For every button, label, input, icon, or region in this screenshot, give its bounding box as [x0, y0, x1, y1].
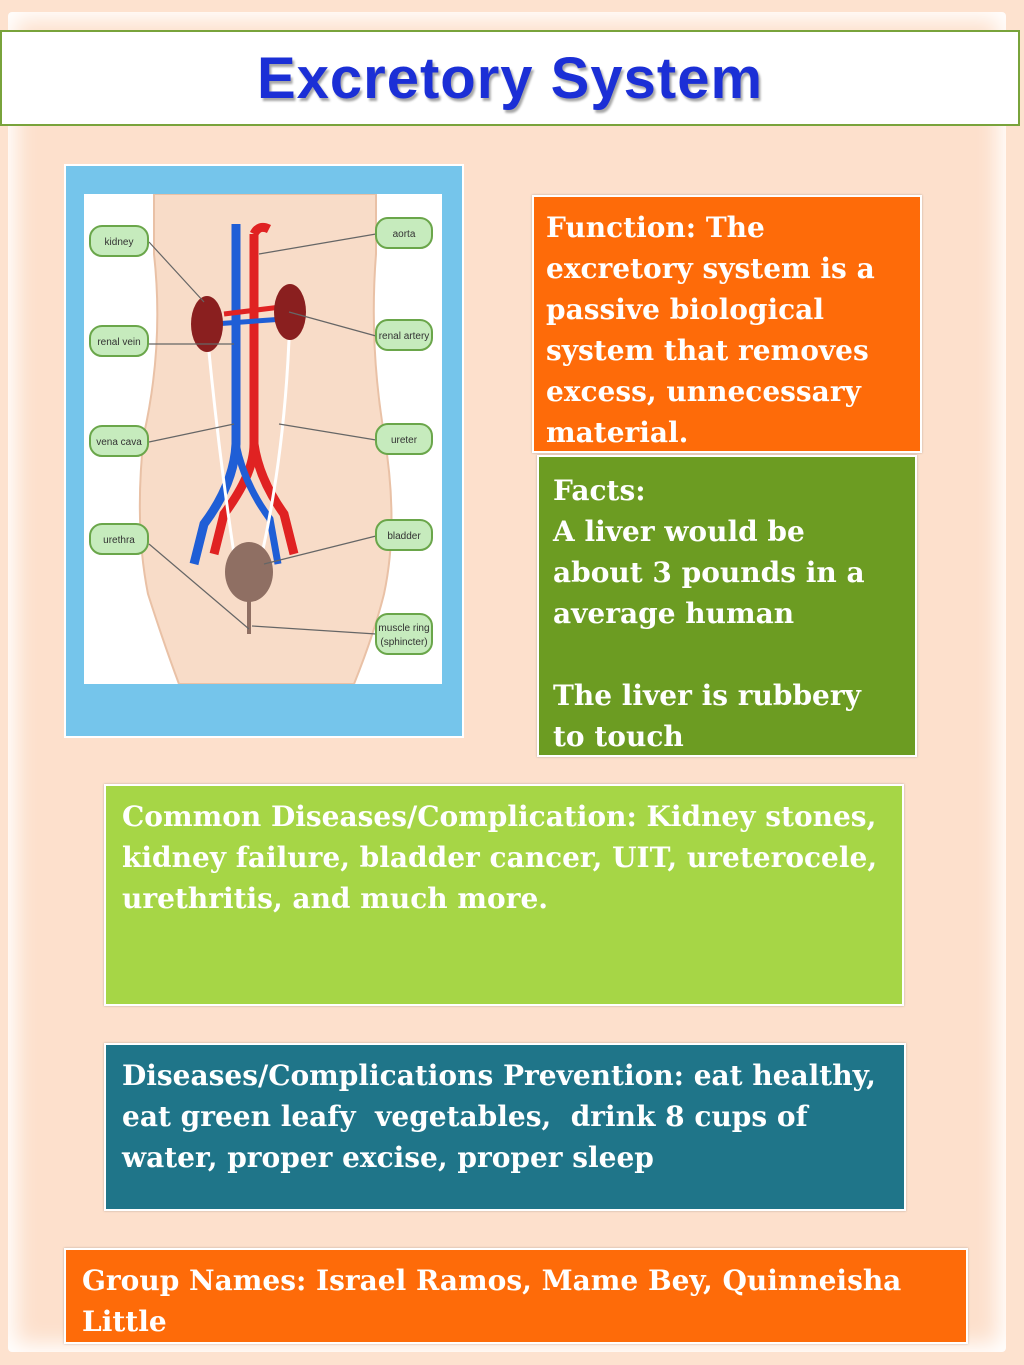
diagram-label-renal-artery	[376, 320, 432, 350]
diagram-label-aorta	[376, 218, 432, 248]
svg-text:kidney: kidney	[104, 237, 134, 248]
diagram-label-renal-vein	[90, 326, 148, 356]
prevention-box	[104, 1043, 906, 1211]
facts-heading: Facts:	[553, 474, 646, 507]
svg-text:renal vein: renal vein	[97, 337, 141, 348]
common-diseases-box	[104, 784, 904, 1006]
page-title: Excretory System	[256, 45, 764, 111]
facts-box	[537, 455, 917, 757]
facts-spacer	[553, 634, 901, 675]
fact-liver-weight: A liver would be about 3 pounds in a average human	[553, 515, 875, 630]
diagram-label-bladder	[376, 520, 432, 550]
title-banner	[0, 30, 1020, 126]
diagram-label-vena-cava	[90, 426, 148, 456]
diagram-svg	[84, 194, 442, 684]
svg-text:urethra: urethra	[103, 535, 135, 546]
svg-text:renal artery: renal artery	[378, 331, 430, 342]
function-box	[532, 195, 922, 453]
fact-liver-texture: The liver is rubbery to touch	[553, 679, 871, 753]
diagram-label-kidney	[90, 226, 148, 256]
body-silhouette	[140, 194, 392, 684]
function-text: Function: The excretory system is a passive biological system that removes excess, unnecessary material.	[546, 211, 885, 449]
excretory-diagram	[84, 194, 442, 684]
svg-text:muscle ring: muscle ring	[378, 623, 430, 634]
group-names-text: Group Names: Israel Ramos, Mame Bey, Quinneisha Little	[82, 1264, 912, 1338]
group-names-box	[64, 1248, 968, 1344]
svg-text:aorta: aorta	[392, 229, 416, 240]
common-diseases-text: Common Diseases/Complication: Kidney stones, kidney failure, bladder cancer, UIT, ureterocele, urethritis, and much more.	[122, 800, 887, 915]
diagram-panel	[64, 164, 464, 738]
svg-text:vena cava: vena cava	[96, 437, 142, 448]
svg-text:bladder: bladder	[387, 531, 421, 542]
diagram-label-muscle-ring	[376, 614, 432, 654]
bladder-organ	[225, 542, 273, 602]
svg-text:ureter: ureter	[390, 435, 418, 446]
diagram-label-ureter	[376, 424, 432, 454]
diagram-label-urethra	[90, 524, 148, 554]
prevention-text: Diseases/Complications Prevention: eat healthy, eat green leafy vegetables, drink 8 cups of water, proper excise, proper sleep	[122, 1059, 886, 1174]
svg-text:(sphincter): (sphincter)	[380, 637, 428, 648]
